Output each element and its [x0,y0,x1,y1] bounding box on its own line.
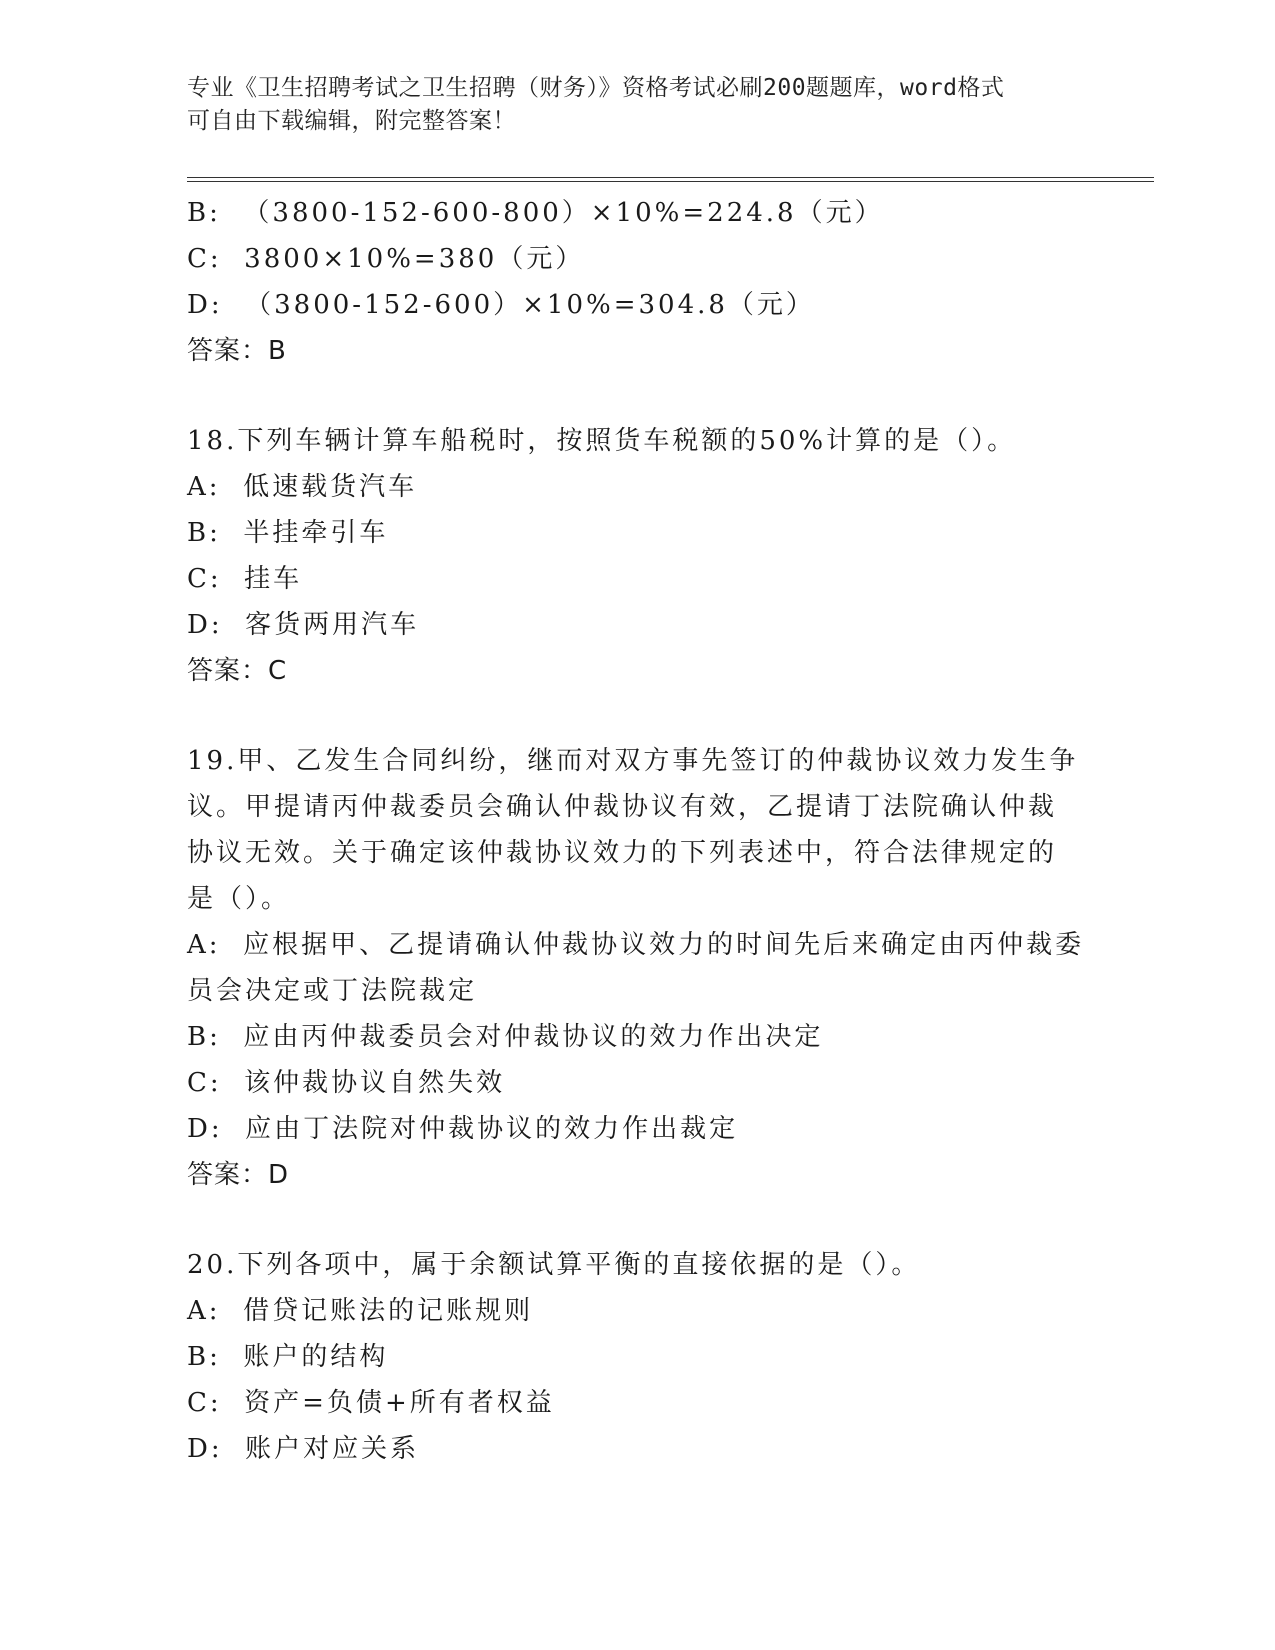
header-title-line-1: 专业《卫生招聘考试之卫生招聘（财务）》资格考试必刷200题题库，word格式 [187,75,1005,101]
q19-question-line-3: 协议无效。关于确定该仲裁协议效力的下列表述中，符合法律规定的 [187,838,1058,868]
q18-option-d: D: 客货两用汽车 [187,610,420,640]
q20-option-a: A: 借贷记账法的记账规则 [187,1296,534,1326]
q19-option-a-line-2: 员会决定或丁法院裁定 [187,976,478,1006]
question-18 [187,418,1097,694]
q17-answer: 答案：B [187,336,287,366]
question-20 [187,1242,1097,1472]
q18-option-c: C: 挂车 [187,564,303,594]
q19-option-c: C: 该仲裁协议自然失效 [187,1068,506,1098]
q20-option-c: C: 资产=负债+所有者权益 [187,1388,555,1418]
question-17-tail [187,190,1097,374]
q19-option-b: B: 应由丙仲裁委员会对仲裁协议的效力作出决定 [187,1022,824,1052]
q18-option-b: B: 半挂牵引车 [187,518,389,548]
q19-question-line-1: 19.甲、乙发生合同纠纷，继而对双方事先签订的仲裁协议效力发生争 [187,746,1079,776]
header-title-line-2: 可自由下载编辑，附完整答案！ [187,108,516,134]
q19-option-d: D: 应由丁法院对仲裁协议的效力作出裁定 [187,1114,739,1144]
q20-option-d: D: 账户对应关系 [187,1434,420,1464]
q20-option-b: B: 账户的结构 [187,1342,389,1372]
q19-question-line-4: 是（）。 [187,884,291,914]
q17-option-b: B: （3800-152-600-800）×10%=224.8（元） [187,198,884,228]
q18-question-text: 18.下列车辆计算车船税时，按照货车税额的50%计算的是（）。 [187,426,1017,456]
q19-option-a-line-1: A: 应根据甲、乙提请确认仲裁协议效力的时间先后来确定由丙仲裁委 [187,930,1085,960]
header-divider-bottom [187,181,1154,182]
q19-answer: 答案：D [187,1160,290,1190]
q17-option-d: D: （3800-152-600）×10%=304.8（元） [187,290,815,320]
q20-question-text: 20.下列各项中，属于余额试算平衡的直接依据的是（）。 [187,1250,921,1280]
q18-option-a: A: 低速载货汽车 [187,472,418,502]
header-divider-top [187,177,1154,178]
q17-option-c: C: 3800×10%=380（元） [187,244,585,274]
page-content [187,190,1097,1472]
document-header [187,72,1087,138]
q19-question-line-2: 议。甲提请丙仲裁委员会确认仲裁协议有效，乙提请丁法院确认仲裁 [187,792,1058,822]
question-19 [187,738,1097,1198]
q18-answer: 答案：C [187,656,288,686]
